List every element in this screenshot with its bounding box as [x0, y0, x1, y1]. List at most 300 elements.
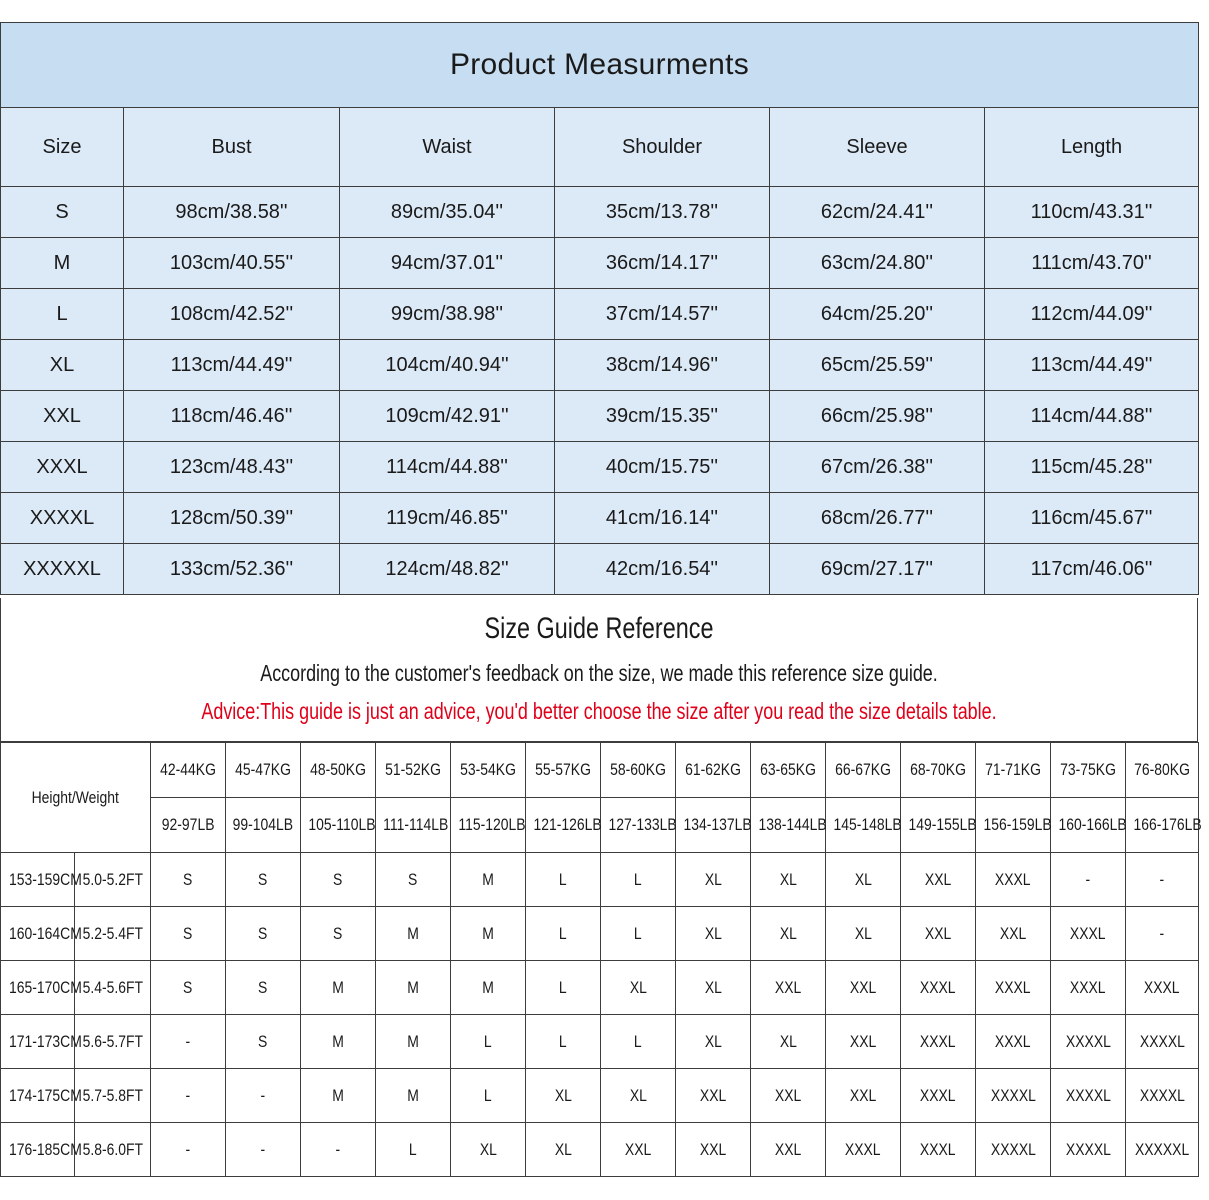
recommended-size: XXXL — [1070, 923, 1106, 943]
recommended-size: XL — [629, 1085, 647, 1105]
measurement-cell: 109cm/42.91'' — [340, 391, 555, 442]
measurement-cell: 99cm/38.98'' — [340, 289, 555, 340]
measurement-cell: 37cm/14.57'' — [555, 289, 770, 340]
recommended-size: M — [332, 1031, 344, 1051]
size-label: S — [1, 187, 124, 238]
recommended-size-cell — [1126, 1123, 1199, 1177]
measurement-cell: 133cm/52.36'' — [124, 544, 340, 595]
recommended-size: XXL — [849, 1085, 877, 1105]
measurement-cell: 117cm/46.06'' — [985, 544, 1199, 595]
recommended-size: XL — [704, 923, 722, 943]
measurement-cell: 124cm/48.82'' — [340, 544, 555, 595]
measurement-cell: 64cm/25.20'' — [770, 289, 985, 340]
weight-kg-text: 76-80KG — [1134, 760, 1190, 779]
weight-lb-text: 138-144LB — [758, 815, 827, 834]
measurement-cell: 63cm/24.80'' — [770, 238, 985, 289]
recommended-size-cell — [826, 907, 901, 961]
measurement-cell: 111cm/43.70'' — [985, 238, 1199, 289]
weight-lb-text: 149-155LB — [908, 815, 977, 834]
recommended-size: XL — [479, 1139, 497, 1159]
weight-lb-text: 134-137LB — [683, 815, 752, 834]
height-weight-label — [1, 743, 151, 853]
weight-lb-text: 115-120LB — [458, 815, 526, 834]
size-label: XXXL — [1, 442, 124, 493]
recommended-size-cell — [901, 1123, 976, 1177]
recommended-size: XXXXL — [1065, 1139, 1111, 1159]
recommended-size: - — [260, 1139, 266, 1159]
column-header: Waist — [340, 108, 555, 187]
recommended-size: L — [634, 869, 642, 889]
size-label: L — [1, 289, 124, 340]
measurement-row — [1, 187, 1199, 238]
measurement-cell: 110cm/43.31'' — [985, 187, 1199, 238]
size-guide-header — [0, 598, 1198, 742]
recommended-size: L — [559, 923, 567, 943]
measurement-cell: 112cm/44.09'' — [985, 289, 1199, 340]
weight-kg-text: 58-60KG — [610, 760, 666, 779]
recommended-size-cell — [901, 907, 976, 961]
recommended-size-cell — [1126, 961, 1199, 1015]
recommended-size: XXL — [849, 977, 877, 997]
weight-kg-text: 73-75KG — [1060, 760, 1116, 779]
recommended-size: XXXL — [920, 977, 956, 997]
weight-lb-row — [1, 798, 1199, 853]
recommended-size-cell — [151, 853, 226, 907]
weight-lb-text: 127-133LB — [608, 815, 677, 834]
weight-lb-header — [151, 798, 226, 853]
size-label: XXXXL — [1, 493, 124, 544]
weight-kg-header — [1126, 743, 1199, 798]
recommended-size-cell — [451, 907, 526, 961]
weight-lb-header — [301, 798, 376, 853]
recommended-size: XXXXXL — [1134, 1139, 1190, 1159]
weight-kg-text: 48-50KG — [310, 760, 366, 779]
size-guide-subtitle: According to the customer's feedback on the size, we made this reference size guide. — [260, 660, 938, 686]
recommended-size: XXXXL — [990, 1085, 1036, 1105]
recommended-size-cell — [601, 853, 676, 907]
height-row — [1, 1015, 1199, 1069]
weight-lb-header — [1051, 798, 1126, 853]
recommended-size-cell — [1051, 1069, 1126, 1123]
measurement-cell: 39cm/15.35'' — [555, 391, 770, 442]
recommended-size: XXL — [774, 977, 802, 997]
recommended-size-cell — [751, 1069, 826, 1123]
size-guide-table — [0, 742, 1202, 1177]
recommended-size-cell — [226, 1069, 301, 1123]
weight-lb-text: 145-148LB — [833, 815, 902, 834]
recommended-size: L — [634, 1031, 642, 1051]
recommended-size: XXXL — [995, 869, 1031, 889]
measurement-row — [1, 442, 1199, 493]
recommended-size-cell — [226, 853, 301, 907]
recommended-size-cell — [526, 1069, 601, 1123]
recommended-size-cell — [676, 961, 751, 1015]
height-ft-text: 5.7-5.8FT — [82, 1085, 143, 1105]
measurement-cell: 98cm/38.58'' — [124, 187, 340, 238]
weight-kg-header — [376, 743, 451, 798]
recommended-size: XL — [704, 977, 722, 997]
recommended-size: XXL — [699, 1139, 727, 1159]
recommended-size: XXXXL — [1065, 1031, 1111, 1051]
recommended-size-cell — [151, 1069, 226, 1123]
size-label: XL — [1, 340, 124, 391]
recommended-size-cell — [826, 1069, 901, 1123]
recommended-size: XL — [779, 1031, 797, 1051]
measurement-cell: 115cm/45.28'' — [985, 442, 1199, 493]
recommended-size-cell — [826, 1015, 901, 1069]
weight-kg-text: 53-54KG — [460, 760, 516, 779]
measurement-row — [1, 391, 1199, 442]
measurement-cell: 36cm/14.17'' — [555, 238, 770, 289]
recommended-size-cell — [676, 907, 751, 961]
recommended-size-cell — [301, 1015, 376, 1069]
weight-kg-text: 45-47KG — [235, 760, 291, 779]
recommended-size-cell — [1126, 1069, 1199, 1123]
weight-lb-text: 92-97LB — [161, 815, 215, 834]
recommended-size: S — [183, 869, 193, 889]
recommended-size-cell — [751, 1015, 826, 1069]
weight-kg-text: 68-70KG — [910, 760, 966, 779]
weight-kg-header — [826, 743, 901, 798]
weight-kg-header — [751, 743, 826, 798]
height-row — [1, 853, 1199, 907]
recommended-size: - — [1085, 869, 1091, 889]
size-guide-advice: Advice:This guide is just an advice, you'd better choose the size after you read the size details table. — [201, 698, 997, 724]
weight-lb-header — [901, 798, 976, 853]
height-cm — [1, 853, 82, 907]
recommended-size: S — [258, 977, 268, 997]
recommended-size: - — [335, 1139, 341, 1159]
measurement-cell: 113cm/44.49'' — [985, 340, 1199, 391]
recommended-size-cell — [376, 961, 451, 1015]
recommended-size-cell — [601, 907, 676, 961]
weight-kg-header — [301, 743, 376, 798]
measurement-cell: 114cm/44.88'' — [985, 391, 1199, 442]
measurement-cell: 104cm/40.94'' — [340, 340, 555, 391]
column-header: Length — [985, 108, 1199, 187]
recommended-size: - — [260, 1085, 266, 1105]
recommended-size: XXL — [699, 1085, 727, 1105]
measurement-cell: 66cm/25.98'' — [770, 391, 985, 442]
recommended-size: M — [332, 977, 344, 997]
height-cm — [1, 1069, 82, 1123]
weight-kg-header — [151, 743, 226, 798]
measurement-row — [1, 493, 1199, 544]
recommended-size: XL — [704, 1031, 722, 1051]
recommended-size: XXL — [849, 1031, 877, 1051]
recommended-size: L — [484, 1031, 492, 1051]
recommended-size-cell — [301, 907, 376, 961]
recommended-size-cell — [976, 1069, 1051, 1123]
recommended-size: XL — [629, 977, 647, 997]
recommended-size-cell — [226, 1123, 301, 1177]
measurement-row — [1, 289, 1199, 340]
recommended-size-cell — [451, 853, 526, 907]
product-measurements-table — [0, 22, 1199, 595]
height-ft-text: 5.6-5.7FT — [82, 1031, 143, 1051]
recommended-size-cell — [826, 1123, 901, 1177]
recommended-size-cell — [1051, 853, 1126, 907]
recommended-size: M — [407, 923, 419, 943]
measurements-header-row — [1, 108, 1199, 187]
height-cm-text: 165-170CM — [8, 977, 82, 997]
recommended-size-cell — [151, 1015, 226, 1069]
height-cm — [1, 961, 82, 1015]
height-cm — [1, 1123, 82, 1177]
height-ft — [75, 907, 151, 961]
recommended-size-cell — [901, 853, 976, 907]
height-cm — [1, 1015, 82, 1069]
measurement-cell: 123cm/48.43'' — [124, 442, 340, 493]
weight-kg-header — [526, 743, 601, 798]
weight-lb-text: 99-104LB — [232, 815, 294, 834]
recommended-size-cell — [676, 1123, 751, 1177]
size-label: M — [1, 238, 124, 289]
recommended-size: M — [407, 977, 419, 997]
measurement-cell: 89cm/35.04'' — [340, 187, 555, 238]
recommended-size-cell — [451, 961, 526, 1015]
recommended-size: XXXL — [1070, 977, 1106, 997]
recommended-size-cell — [676, 1015, 751, 1069]
recommended-size-cell — [976, 907, 1051, 961]
recommended-size-cell — [976, 1123, 1051, 1177]
measurement-cell: 116cm/45.67'' — [985, 493, 1199, 544]
recommended-size: XXXXL — [1139, 1031, 1185, 1051]
recommended-size: L — [409, 1139, 417, 1159]
recommended-size: S — [183, 977, 193, 997]
measurement-row — [1, 544, 1199, 595]
recommended-size: - — [1159, 923, 1165, 943]
size-guide-title: Size Guide Reference — [484, 612, 714, 645]
recommended-size-cell — [376, 1069, 451, 1123]
weight-lb-text: 156-159LB — [983, 815, 1052, 834]
recommended-size-cell — [1126, 907, 1199, 961]
weight-lb-text: 105-110LB — [308, 815, 376, 834]
weight-kg-header — [676, 743, 751, 798]
recommended-size-cell — [451, 1015, 526, 1069]
weight-kg-text: 51-52KG — [385, 760, 441, 779]
weight-kg-text: 71-71KG — [985, 760, 1041, 779]
recommended-size-cell — [676, 853, 751, 907]
recommended-size: XXL — [999, 923, 1027, 943]
measurement-cell: 119cm/46.85'' — [340, 493, 555, 544]
recommended-size: M — [332, 1085, 344, 1105]
measurement-cell: 62cm/24.41'' — [770, 187, 985, 238]
recommended-size: XXL — [924, 923, 952, 943]
size-label: XXXXXL — [1, 544, 124, 595]
height-weight-text: Height/Weight — [31, 787, 120, 807]
height-cm-text: 171-173CM — [8, 1031, 82, 1051]
measurement-cell: 113cm/44.49'' — [124, 340, 340, 391]
recommended-size-cell — [301, 853, 376, 907]
measurement-cell: 69cm/27.17'' — [770, 544, 985, 595]
recommended-size-cell — [1051, 961, 1126, 1015]
recommended-size: XL — [779, 869, 797, 889]
weight-lb-text: 166-176LB — [1133, 815, 1202, 834]
recommended-size: M — [482, 977, 494, 997]
recommended-size: L — [484, 1085, 492, 1105]
recommended-size-cell — [901, 961, 976, 1015]
size-label: XXL — [1, 391, 124, 442]
height-ft-text: 5.4-5.6FT — [82, 977, 143, 997]
weight-kg-header — [1051, 743, 1126, 798]
recommended-size: XXXL — [920, 1139, 956, 1159]
height-cm-text: 153-159CM — [8, 869, 82, 889]
recommended-size: - — [185, 1085, 191, 1105]
recommended-size-cell — [226, 1015, 301, 1069]
recommended-size-cell — [376, 1123, 451, 1177]
recommended-size-cell — [1126, 1015, 1199, 1069]
recommended-size: L — [634, 923, 642, 943]
column-header: Size — [1, 108, 124, 187]
recommended-size: S — [258, 1031, 268, 1051]
recommended-size: XXL — [774, 1139, 802, 1159]
weight-kg-text: 66-67KG — [835, 760, 891, 779]
measurement-row — [1, 340, 1199, 391]
weight-kg-text: 61-62KG — [685, 760, 741, 779]
recommended-size: XXXXL — [990, 1139, 1036, 1159]
recommended-size: XXXL — [845, 1139, 881, 1159]
weight-kg-text: 42-44KG — [160, 760, 216, 779]
recommended-size-cell — [526, 853, 601, 907]
recommended-size-cell — [526, 1123, 601, 1177]
weight-lb-text: 160-166LB — [1058, 815, 1127, 834]
recommended-size-cell — [451, 1123, 526, 1177]
recommended-size-cell — [301, 1123, 376, 1177]
recommended-size-cell — [601, 1069, 676, 1123]
weight-kg-row — [1, 743, 1199, 798]
height-cm-text: 176-185CM — [8, 1139, 82, 1159]
recommended-size: L — [559, 977, 567, 997]
measurement-cell: 128cm/50.39'' — [124, 493, 340, 544]
height-row — [1, 1123, 1199, 1177]
recommended-size-cell — [1051, 907, 1126, 961]
height-row — [1, 1069, 1199, 1123]
recommended-size: XXXL — [1144, 977, 1180, 997]
height-ft — [75, 1069, 151, 1123]
measurements-title: Product Measurments — [1, 23, 1199, 108]
recommended-size: XXL — [924, 869, 952, 889]
recommended-size-cell — [751, 1123, 826, 1177]
weight-lb-text: 121-126LB — [533, 815, 602, 834]
recommended-size: XXL — [624, 1139, 652, 1159]
recommended-size-cell — [376, 853, 451, 907]
weight-lb-header — [601, 798, 676, 853]
height-ft-text: 5.8-6.0FT — [82, 1139, 143, 1159]
recommended-size-cell — [526, 961, 601, 1015]
recommended-size-cell — [826, 853, 901, 907]
recommended-size: M — [482, 869, 494, 889]
recommended-size-cell — [1051, 1123, 1126, 1177]
measurement-cell: 67cm/26.38'' — [770, 442, 985, 493]
height-ft-text: 5.2-5.4FT — [82, 923, 143, 943]
recommended-size: XL — [779, 923, 797, 943]
recommended-size-cell — [976, 853, 1051, 907]
measurement-cell: 108cm/42.52'' — [124, 289, 340, 340]
height-cm — [1, 907, 82, 961]
weight-lb-header — [226, 798, 301, 853]
height-ft-text: 5.0-5.2FT — [82, 869, 143, 889]
recommended-size-cell — [451, 1069, 526, 1123]
weight-lb-header — [976, 798, 1051, 853]
recommended-size: L — [559, 869, 567, 889]
recommended-size-cell — [601, 961, 676, 1015]
column-header: Shoulder — [555, 108, 770, 187]
recommended-size: XL — [554, 1139, 572, 1159]
weight-lb-header — [676, 798, 751, 853]
measurement-cell: 40cm/15.75'' — [555, 442, 770, 493]
recommended-size: L — [559, 1031, 567, 1051]
column-header: Sleeve — [770, 108, 985, 187]
measurement-cell: 114cm/44.88'' — [340, 442, 555, 493]
recommended-size-cell — [751, 961, 826, 1015]
height-cm-text: 160-164CM — [8, 923, 82, 943]
recommended-size-cell — [376, 907, 451, 961]
recommended-size-cell — [976, 1015, 1051, 1069]
measurement-cell: 68cm/26.77'' — [770, 493, 985, 544]
recommended-size: XL — [704, 869, 722, 889]
measurement-cell: 65cm/25.59'' — [770, 340, 985, 391]
weight-kg-header — [901, 743, 976, 798]
weight-lb-header — [826, 798, 901, 853]
height-ft — [75, 1015, 151, 1069]
recommended-size-cell — [151, 1123, 226, 1177]
recommended-size-cell — [226, 907, 301, 961]
measurement-cell: 42cm/16.54'' — [555, 544, 770, 595]
recommended-size: S — [408, 869, 418, 889]
height-row — [1, 907, 1199, 961]
recommended-size: - — [185, 1139, 191, 1159]
recommended-size: - — [185, 1031, 191, 1051]
recommended-size: S — [333, 869, 343, 889]
column-header: Bust — [124, 108, 340, 187]
recommended-size-cell — [601, 1015, 676, 1069]
weight-kg-header — [451, 743, 526, 798]
weight-lb-header — [526, 798, 601, 853]
weight-lb-header — [751, 798, 826, 853]
weight-lb-header — [451, 798, 526, 853]
recommended-size: XXXL — [995, 977, 1031, 997]
recommended-size: XXXL — [920, 1085, 956, 1105]
recommended-size-cell — [1051, 1015, 1126, 1069]
recommended-size-cell — [676, 1069, 751, 1123]
recommended-size-cell — [751, 907, 826, 961]
measurement-cell: 35cm/13.78'' — [555, 187, 770, 238]
recommended-size: XL — [854, 923, 872, 943]
measurement-cell: 38cm/14.96'' — [555, 340, 770, 391]
recommended-size: S — [183, 923, 193, 943]
measurement-cell: 41cm/16.14'' — [555, 493, 770, 544]
weight-lb-text: 111-114LB — [383, 815, 449, 834]
height-ft — [75, 961, 151, 1015]
height-cm-text: 174-175CM — [8, 1085, 82, 1105]
height-ft — [75, 1123, 151, 1177]
height-ft — [75, 853, 151, 907]
measurement-cell: 94cm/37.01'' — [340, 238, 555, 289]
recommended-size-cell — [376, 1015, 451, 1069]
recommended-size: M — [482, 923, 494, 943]
recommended-size: XXXL — [920, 1031, 956, 1051]
recommended-size-cell — [526, 907, 601, 961]
measurement-cell: 103cm/40.55'' — [124, 238, 340, 289]
recommended-size-cell — [301, 1069, 376, 1123]
recommended-size-cell — [151, 961, 226, 1015]
weight-kg-header — [226, 743, 301, 798]
recommended-size: XL — [554, 1085, 572, 1105]
weight-kg-text: 63-65KG — [760, 760, 816, 779]
recommended-size-cell — [901, 1015, 976, 1069]
recommended-size: XXXXL — [1139, 1085, 1185, 1105]
